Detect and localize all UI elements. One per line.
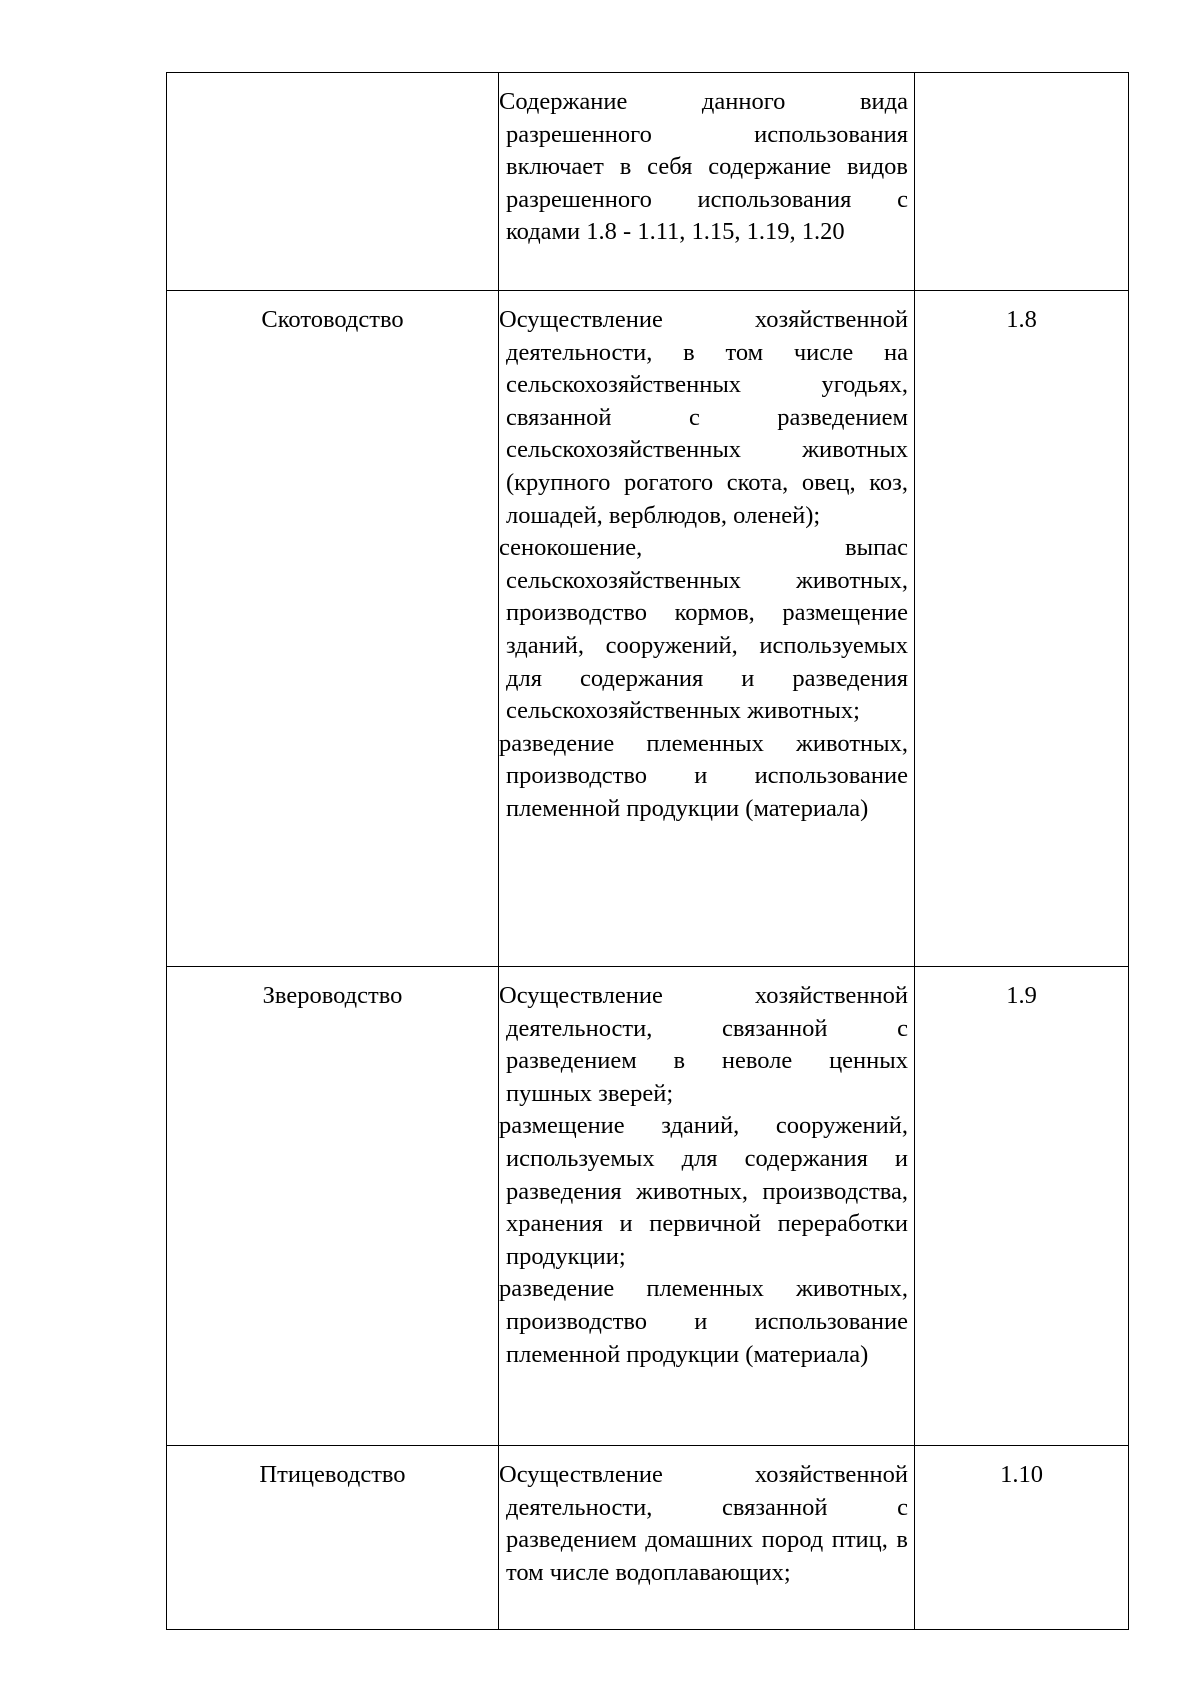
use-name-cell <box>167 291 499 967</box>
use-description-cell <box>499 967 915 1446</box>
description-paragraph: Осуществление хозяйственной деятельности, в том числе на сельскохозяйственных угодьях, связанной с разведением сельскохозяйственных животных (крупного рогатого скота, овец, коз, лошадей, верблюдов, оленей); <box>499 306 908 529</box>
description-paragraph: сенокошение, выпас сельскохозяйственных животных, производство кормов, размещение зданий, сооружений, используемых для содержания и разведения сельскохозяйственных животных; <box>499 534 908 725</box>
description-paragraph: Осуществление хозяйственной деятельности, связанной с разведением в неволе ценных пушных зверей; <box>499 982 908 1107</box>
use-code: 1.10 <box>1000 1461 1043 1488</box>
use-name-cell <box>167 967 499 1446</box>
use-code: 1.8 <box>1006 306 1037 333</box>
description-paragraph: разведение племенных животных, производство и использование племенной продукции (материала) <box>499 729 908 822</box>
table-row <box>167 291 1129 967</box>
use-code-cell <box>915 73 1129 291</box>
use-description-cell <box>499 1446 915 1630</box>
use-code: 1.9 <box>1006 982 1037 1009</box>
table-row <box>167 1446 1129 1630</box>
use-name: Звероводство <box>262 982 403 1009</box>
description-paragraph: разведение племенных животных, производство и использование племенной продукции (материала) <box>499 1275 908 1368</box>
land-use-table <box>166 72 1129 1630</box>
use-description-cell <box>499 73 915 291</box>
description-paragraph: Содержание данного вида разрешенного использования включает в себя содержание видов разрешенного использования с кодами 1.8 - 1.11, 1.15, 1.19, 1.20 <box>499 88 908 246</box>
table-row <box>167 73 1129 291</box>
use-name: Птицеводство <box>259 1461 406 1488</box>
table-row <box>167 967 1129 1446</box>
use-name-cell <box>167 73 499 291</box>
description-paragraph: размещение зданий, сооружений, используемых для содержания и разведения животных, производства, хранения и первичной переработки продукции; <box>499 1112 908 1270</box>
use-name <box>167 73 498 86</box>
use-name-cell <box>167 1446 499 1630</box>
use-code-cell <box>915 291 1129 967</box>
use-name: Скотоводство <box>261 306 404 333</box>
description-paragraph: Осуществление хозяйственной деятельности, связанной с разведением домашних пород птиц, в том числе водоплавающих; <box>499 1461 908 1586</box>
use-code-cell <box>915 1446 1129 1630</box>
use-code <box>915 73 1128 86</box>
use-code-cell <box>915 967 1129 1446</box>
use-description-cell <box>499 291 915 967</box>
